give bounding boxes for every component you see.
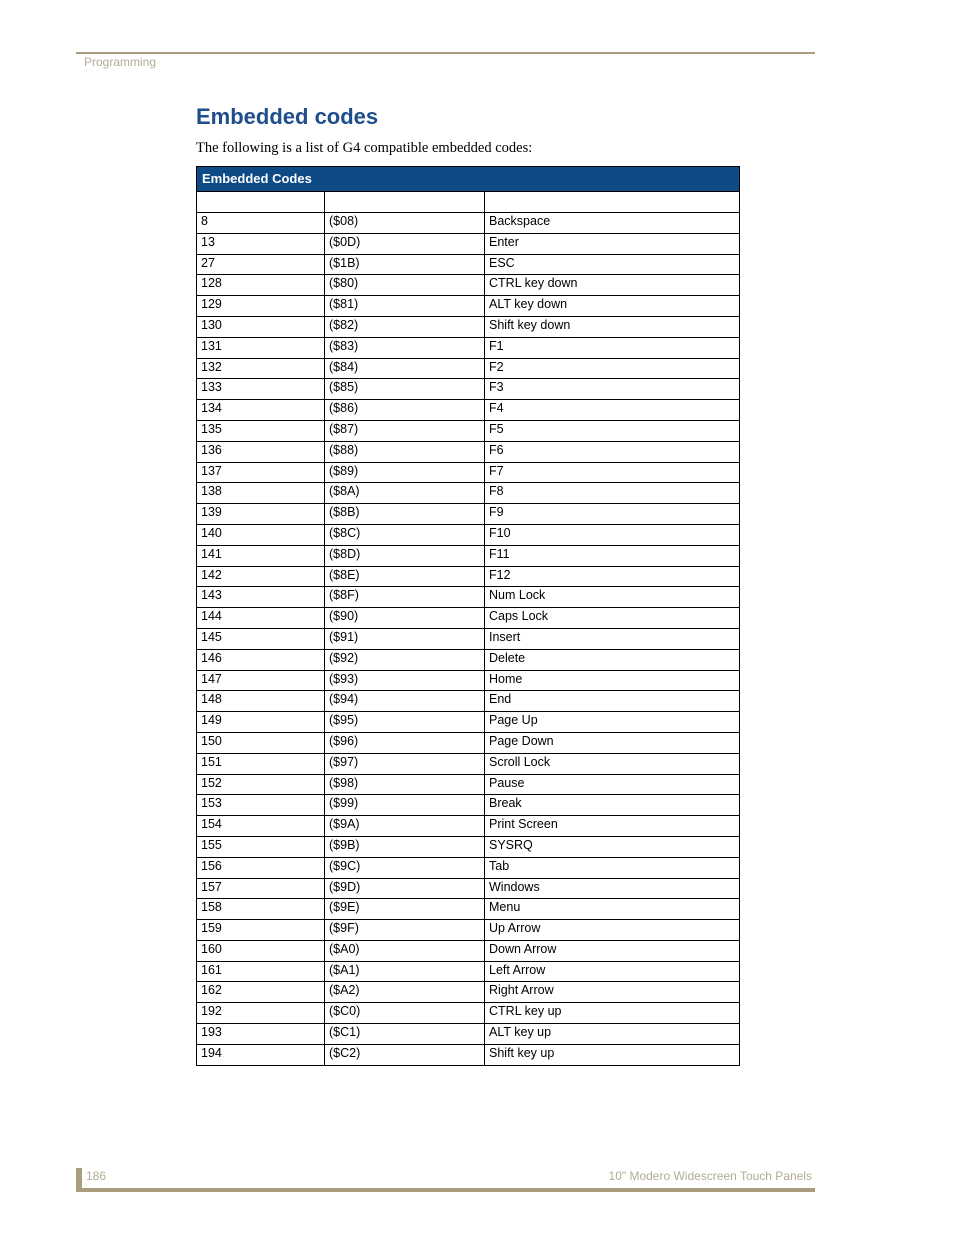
code-hex-cell: ($0D) [325,233,485,254]
embedded-codes-table [196,166,740,1066]
code-decimal-cell: 128 [197,275,325,296]
table-row [197,1003,740,1024]
table-row [197,400,740,421]
code-description-cell: Enter [485,233,740,254]
code-description-cell: Page Down [485,732,740,753]
code-description-cell: Print Screen [485,816,740,837]
code-description-cell: Down Arrow [485,940,740,961]
code-description-cell: Backspace [485,213,740,234]
intro-text: The following is a list of G4 compatible embedded codes: [196,140,533,156]
code-decimal-cell: 130 [197,316,325,337]
code-decimal-cell: 8 [197,213,325,234]
code-decimal-cell: 27 [197,254,325,275]
code-decimal-cell: 142 [197,566,325,587]
code-description-cell: F4 [485,400,740,421]
code-description-cell: F1 [485,337,740,358]
code-hex-cell: ($83) [325,337,485,358]
code-decimal-cell: 145 [197,628,325,649]
table-row [197,836,740,857]
page-title: Embedded codes [196,104,379,129]
table-row [197,296,740,317]
code-description-cell: Left Arrow [485,961,740,982]
code-hex-cell: ($C2) [325,1044,485,1065]
table-row [197,878,740,899]
table-row [197,420,740,441]
table-row [197,275,740,296]
code-decimal-cell: 193 [197,1024,325,1045]
code-description-cell: Shift key down [485,316,740,337]
table-row [197,566,740,587]
code-description-cell: Windows [485,878,740,899]
code-description-cell: End [485,691,740,712]
code-description-cell: Delete [485,649,740,670]
code-decimal-cell: 140 [197,524,325,545]
document-title: 10" Modero Widescreen Touch Panels [608,1169,812,1183]
code-hex-cell: ($9A) [325,816,485,837]
code-hex-cell: ($92) [325,649,485,670]
code-description-cell: F8 [485,483,740,504]
code-hex-cell: ($85) [325,379,485,400]
code-hex-cell: ($90) [325,608,485,629]
code-decimal-cell: 194 [197,1044,325,1065]
code-hex-cell: ($99) [325,795,485,816]
column-header [197,192,325,213]
table-row [197,1044,740,1065]
code-hex-cell: ($1B) [325,254,485,275]
code-hex-cell: ($80) [325,275,485,296]
table-row [197,940,740,961]
table-header-row [197,192,740,213]
table-row [197,462,740,483]
code-description-cell: CTRL key down [485,275,740,296]
code-hex-cell: ($82) [325,316,485,337]
code-hex-cell: ($87) [325,420,485,441]
code-hex-cell: ($94) [325,691,485,712]
code-description-cell: ALT key up [485,1024,740,1045]
code-description-cell: F12 [485,566,740,587]
code-description-cell: Shift key up [485,1044,740,1065]
code-decimal-cell: 129 [197,296,325,317]
code-hex-cell: ($8E) [325,566,485,587]
code-decimal-cell: 151 [197,753,325,774]
code-hex-cell: ($8D) [325,545,485,566]
column-header [325,192,485,213]
code-description-cell: Page Up [485,712,740,733]
code-hex-cell: ($9B) [325,836,485,857]
code-description-cell: Scroll Lock [485,753,740,774]
code-decimal-cell: 13 [197,233,325,254]
code-decimal-cell: 136 [197,441,325,462]
table-caption: Embedded Codes [197,167,740,192]
code-decimal-cell: 154 [197,816,325,837]
code-decimal-cell: 148 [197,691,325,712]
code-hex-cell: ($9C) [325,857,485,878]
code-decimal-cell: 157 [197,878,325,899]
code-hex-cell: ($86) [325,400,485,421]
code-decimal-cell: 153 [197,795,325,816]
code-description-cell: ESC [485,254,740,275]
code-decimal-cell: 143 [197,587,325,608]
code-decimal-cell: 192 [197,1003,325,1024]
code-hex-cell: ($8F) [325,587,485,608]
table-row [197,691,740,712]
code-hex-cell: ($8B) [325,504,485,525]
code-decimal-cell: 144 [197,608,325,629]
table-row [197,795,740,816]
table-row [197,379,740,400]
code-description-cell: Insert [485,628,740,649]
code-description-cell: Caps Lock [485,608,740,629]
code-hex-cell: ($95) [325,712,485,733]
code-description-cell: Home [485,670,740,691]
code-description-cell: Break [485,795,740,816]
code-description-cell: F10 [485,524,740,545]
code-description-cell: ALT key down [485,296,740,317]
code-hex-cell: ($A2) [325,982,485,1003]
code-hex-cell: ($84) [325,358,485,379]
table-row [197,961,740,982]
code-hex-cell: ($8C) [325,524,485,545]
table-row [197,712,740,733]
code-decimal-cell: 137 [197,462,325,483]
table-row [197,358,740,379]
code-hex-cell: ($81) [325,296,485,317]
table-row [197,587,740,608]
code-description-cell: Menu [485,899,740,920]
code-hex-cell: ($08) [325,213,485,234]
code-decimal-cell: 155 [197,836,325,857]
code-hex-cell: ($89) [325,462,485,483]
code-description-cell: Right Arrow [485,982,740,1003]
code-decimal-cell: 149 [197,712,325,733]
table-row [197,233,740,254]
page-number: 186 [86,1169,107,1183]
table-row [197,753,740,774]
code-hex-cell: ($88) [325,441,485,462]
header-rule [76,52,815,54]
code-decimal-cell: 161 [197,961,325,982]
code-description-cell: F7 [485,462,740,483]
table-row [197,213,740,234]
code-decimal-cell: 150 [197,732,325,753]
code-hex-cell: ($C0) [325,1003,485,1024]
table-row [197,774,740,795]
table-row [197,316,740,337]
table-row [197,337,740,358]
code-description-cell: F6 [485,441,740,462]
code-decimal-cell: 147 [197,670,325,691]
code-description-cell: SYSRQ [485,836,740,857]
table-row [197,628,740,649]
table-row [197,504,740,525]
code-description-cell: Num Lock [485,587,740,608]
table-row [197,816,740,837]
code-decimal-cell: 138 [197,483,325,504]
table-row [197,857,740,878]
code-hex-cell: ($A1) [325,961,485,982]
code-hex-cell: ($A0) [325,940,485,961]
code-description-cell: F2 [485,358,740,379]
footer-rule [76,1188,815,1192]
code-decimal-cell: 152 [197,774,325,795]
code-hex-cell: ($93) [325,670,485,691]
code-description-cell: F9 [485,504,740,525]
table-row [197,899,740,920]
table-row [197,1024,740,1045]
code-hex-cell: ($9F) [325,920,485,941]
table-row [197,732,740,753]
code-decimal-cell: 135 [197,420,325,441]
code-hex-cell: ($96) [325,732,485,753]
code-hex-cell: ($91) [325,628,485,649]
code-decimal-cell: 159 [197,920,325,941]
table-row [197,920,740,941]
table-row [197,545,740,566]
code-description-cell: F5 [485,420,740,441]
code-description-cell: Pause [485,774,740,795]
code-decimal-cell: 158 [197,899,325,920]
table-row [197,649,740,670]
code-description-cell: Tab [485,857,740,878]
code-hex-cell: ($9E) [325,899,485,920]
table-row [197,254,740,275]
code-decimal-cell: 139 [197,504,325,525]
section-label: Programming [84,55,157,69]
table-row [197,982,740,1003]
code-decimal-cell: 146 [197,649,325,670]
code-hex-cell: ($9D) [325,878,485,899]
code-decimal-cell: 141 [197,545,325,566]
code-hex-cell: ($8A) [325,483,485,504]
table-row [197,670,740,691]
code-hex-cell: ($97) [325,753,485,774]
code-hex-cell: ($98) [325,774,485,795]
code-hex-cell: ($C1) [325,1024,485,1045]
table-row [197,608,740,629]
code-decimal-cell: 156 [197,857,325,878]
code-description-cell: F11 [485,545,740,566]
code-decimal-cell: 134 [197,400,325,421]
code-decimal-cell: 160 [197,940,325,961]
table-row [197,524,740,545]
code-decimal-cell: 132 [197,358,325,379]
code-description-cell: CTRL key up [485,1003,740,1024]
code-decimal-cell: 133 [197,379,325,400]
code-decimal-cell: 162 [197,982,325,1003]
code-decimal-cell: 131 [197,337,325,358]
column-header [485,192,740,213]
table-row [197,441,740,462]
code-description-cell: Up Arrow [485,920,740,941]
table-row [197,483,740,504]
code-description-cell: F3 [485,379,740,400]
